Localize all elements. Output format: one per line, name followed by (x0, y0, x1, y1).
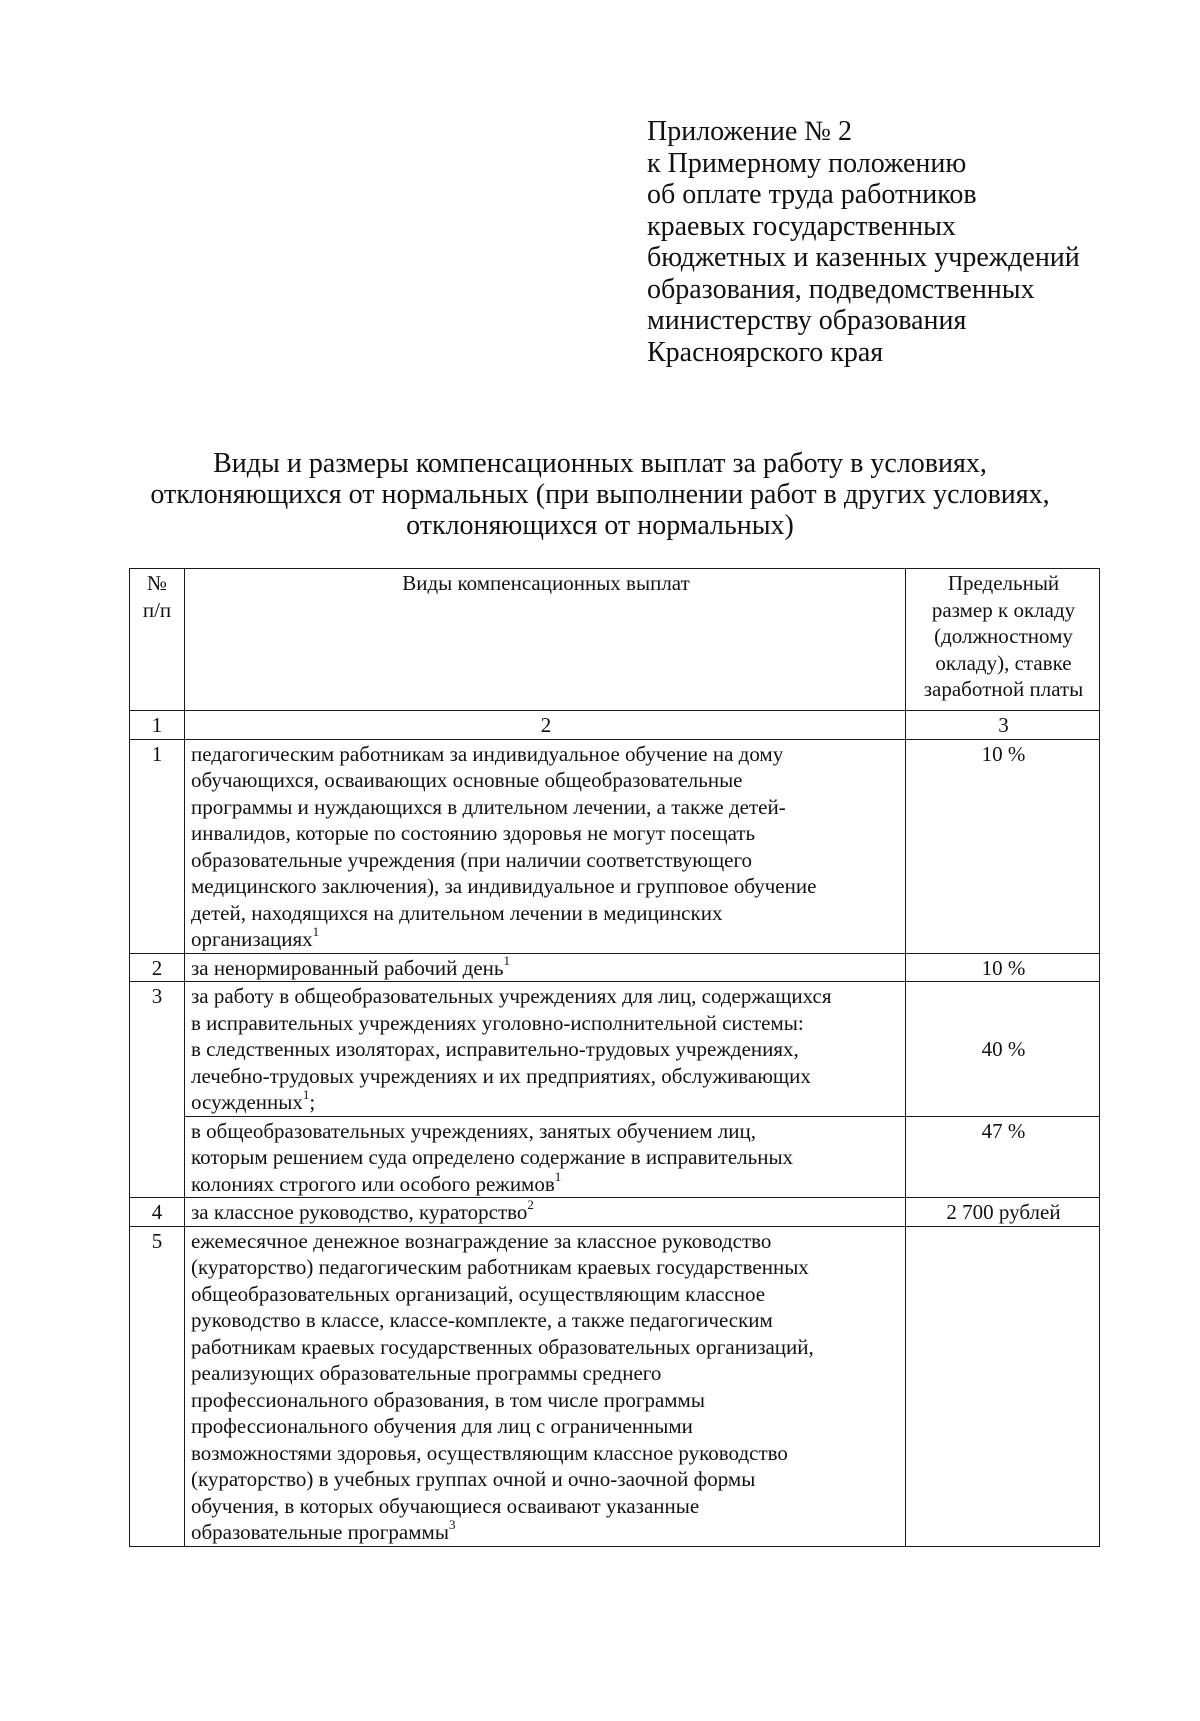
row-description (185, 1226, 906, 1546)
description-line: обучающихся, осваивающих основные общеобразовательные (191, 768, 743, 792)
description-line: инвалидов, которые по состоянию здоровья не могут посещать (191, 821, 756, 845)
header-limit-cell (906, 569, 1100, 711)
description-line: ежемесячное денежное вознаграждение за классное руководство (191, 1228, 772, 1253)
description-text: колониях строгого или особого режимов (191, 1171, 555, 1196)
description-line: программы и нуждающихся в длительном лечении, а также детей- (191, 794, 786, 819)
header-text: (должностному (934, 624, 1073, 648)
header-text: Предельный (947, 571, 1060, 595)
row-value: 40 % (906, 982, 1100, 1117)
compensation-table (129, 568, 1100, 1547)
title-line: отклоняющихся от нормальных) (406, 510, 794, 541)
footnote-mark: 1 (312, 924, 320, 939)
appendix-line: Красноярского края (647, 336, 884, 368)
description-line: работникам краевых государственных образовательных организаций, (191, 1334, 814, 1359)
header-text: размер к окладу (931, 597, 1076, 622)
row-number: 4 (130, 1198, 185, 1227)
description-line: руководство в классе, классе-комплекте, а также педагогическим (191, 1308, 773, 1332)
row-description (185, 982, 906, 1117)
row-number: 2 (130, 953, 185, 982)
description-text: за ненормированный рабочий день (191, 955, 504, 980)
row-number-continued (130, 1116, 185, 1198)
description-line: реализующих образовательные программы среднего (191, 1361, 662, 1385)
description-line (191, 1168, 901, 1198)
description-line: детей, находящихся на длительном лечении в медицинских (191, 900, 723, 925)
description-line: профессионального обучения для лиц с ограниченными (191, 1414, 693, 1438)
column-numbering-row (130, 711, 1100, 740)
header-text: заработной платы (923, 677, 1084, 701)
row-description (185, 1198, 906, 1227)
header-text: п/п (142, 597, 172, 622)
table-row (130, 1198, 1100, 1227)
description-text: осужденных (191, 1090, 303, 1114)
row-value: 2 700 рублей (906, 1198, 1100, 1227)
description-line: образовательные учреждения (при наличии соответствующего (191, 847, 753, 872)
description-line: (кураторство) педагогическим работникам краевых государственных (191, 1255, 809, 1279)
row-description (185, 1116, 906, 1198)
row-description (185, 739, 906, 953)
description-line (191, 1519, 901, 1546)
description-line: в следственных изоляторах, исправительно-трудовых учреждениях, (191, 1037, 799, 1061)
row-value (906, 1226, 1100, 1546)
description-text: за классное руководство, кураторство (191, 1200, 528, 1224)
appendix-line: образования, подведомственных (647, 273, 1035, 305)
appendix-line: Приложение № 2 (647, 116, 852, 147)
table-row (130, 1116, 1100, 1198)
description-line: которым решением суда определено содержание в исправительных (191, 1145, 794, 1169)
description-text: организациях (191, 927, 313, 951)
row-number: 5 (130, 1226, 185, 1546)
appendix-line: министерству образования (647, 305, 967, 336)
header-text: № (146, 571, 168, 595)
description-line (191, 1089, 901, 1116)
title-line: отклоняющихся от нормальных (при выполнении работ в других условиях, (150, 479, 1050, 510)
header-kind-cell: Виды компенсационных выплат (185, 569, 906, 711)
row-number: 1 (130, 739, 185, 953)
description-line: в общеобразовательных учреждениях, занятых обучением лиц, (191, 1118, 756, 1143)
table-cell: 3 (906, 711, 1100, 740)
footnote-mark: 3 (448, 1517, 456, 1532)
appendix-line: об оплате труда работников (647, 179, 977, 210)
header-text: окладу), ставке (935, 650, 1072, 675)
footnote-mark: 2 (527, 1197, 534, 1212)
footnote-mark: 1 (302, 1087, 310, 1102)
description-line (191, 926, 901, 953)
description-line: лечебно-трудовых учреждениях и их предприятиях, обслуживающих (191, 1063, 811, 1088)
table-row (130, 982, 1100, 1117)
description-line: медицинского заключения), за индивидуальное и групповое обучение (191, 874, 817, 898)
description-line: в исправительных учреждениях уголовно-исполнительной системы: (191, 1010, 804, 1035)
description-line: педагогическим работникам за индивидуальное обучение на дому (191, 741, 784, 766)
description-line: общеобразовательных организаций, осуществляющим классное (191, 1281, 766, 1306)
description-line: (кураторство) в учебных группах очной и очно-заочной формы (191, 1467, 756, 1491)
description-line: за работу в общеобразовательных учреждениях для лиц, содержащихся (191, 984, 832, 1008)
description-line: обучения, в которых обучающиеся осваивают указанные (191, 1493, 700, 1518)
footnote-mark: 1 (554, 1168, 562, 1184)
description-text: образовательные программы (191, 1520, 449, 1544)
table-cell: 2 (185, 711, 906, 740)
table-row (130, 953, 1100, 982)
description-line: профессионального образования, в том числе программы (191, 1387, 705, 1412)
table-header-row (130, 569, 1100, 711)
row-value: 10 % (906, 739, 1100, 953)
appendix-line: краевых государственных (647, 210, 956, 242)
table-cell: 1 (130, 711, 185, 740)
description-text: ; (309, 1090, 316, 1114)
appendix-line: к Примерному положению (647, 147, 967, 179)
title-line: Виды и размеры компенсационных выплат за работу в условиях, (213, 448, 987, 479)
header-number-cell (130, 569, 185, 711)
description-line: возможностями здоровья, осуществляющим классное руководство (191, 1440, 788, 1465)
row-number: 3 (130, 982, 185, 1117)
footnote-mark: 1 (503, 952, 510, 968)
row-value: 47 % (906, 1116, 1100, 1198)
table-row (130, 739, 1100, 953)
row-description (185, 953, 906, 982)
row-value: 10 % (906, 953, 1100, 982)
table-row (130, 1226, 1100, 1546)
appendix-heading (647, 116, 1117, 368)
document-title (120, 448, 1080, 541)
appendix-line: бюджетных и казенных учреждений (647, 242, 1080, 273)
